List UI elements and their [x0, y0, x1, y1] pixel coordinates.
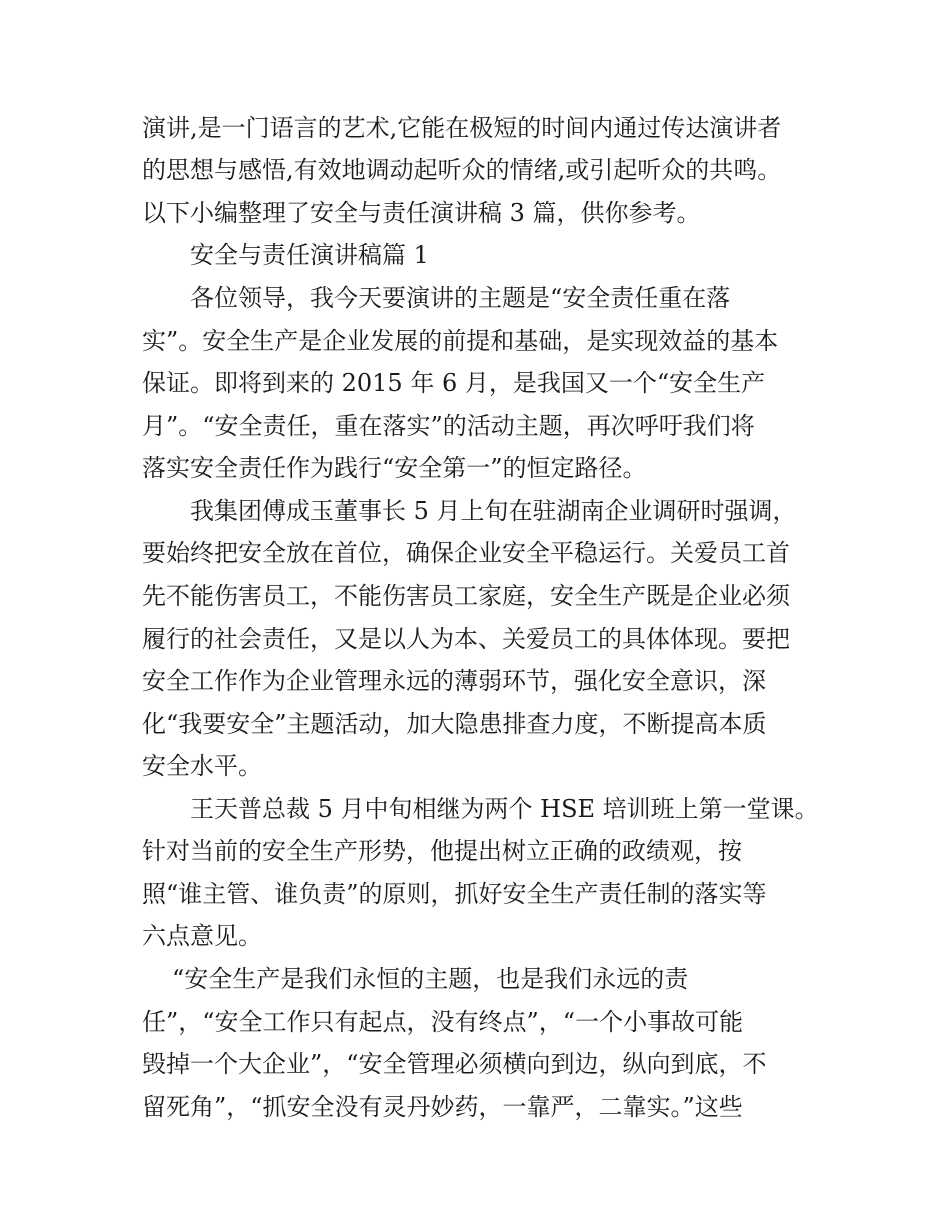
section-heading: 安全与责任演讲稿篇 1: [190, 241, 429, 269]
body-line-15: 化“我要安全”主题活动，加大隐患排查力度，不断提高本质: [142, 710, 767, 738]
body-line-23: 毁掉一个大企业”，“安全管理必须横向到边，纵向到底，不: [142, 1050, 767, 1078]
body-line-13: 履行的社会责任，又是以人为本、关爱员工的具体体现。要把: [142, 625, 790, 653]
body-line-24: 留死角”，“抓安全没有灵丹妙药，一靠严，二靠实。”这些: [142, 1093, 743, 1121]
body-line-18: 针对当前的安全生产形势，他提出树立正确的政绩观，按: [142, 837, 742, 865]
body-line-22: 任”，“安全工作只有起点，没有终点”，“一个小事故可能: [142, 1008, 744, 1036]
body-line-10: 我集团傅成玉董事长 5 月上旬在驻湖南企业调研时强调，: [190, 497, 797, 525]
body-line-6: 实”。安全生产是企业发展的前提和基础，是实现效益的基本: [142, 327, 779, 355]
body-line-8: 月”。“安全责任，重在落实”的活动主题，再次呼吁我们将: [142, 412, 755, 440]
body-line-14: 安全工作作为企业管理永远的薄弱环节，强化安全意识，深: [142, 667, 766, 695]
body-line-7: 保证。即将到来的 2015 年 6 月，是我国又一个“安全生产: [142, 369, 766, 397]
body-line-21: “安全生产是我们永恒的主题，也是我们永远的责: [172, 965, 689, 993]
body-line-20: 六点意见。: [142, 922, 262, 950]
body-line-3: 以下小编整理了安全与责任演讲稿 3 篇，供你参考。: [142, 199, 701, 227]
body-line-17: 王天普总裁 5 月中旬相继为两个 HSE 培训班上第一堂课。: [190, 795, 819, 823]
body-line-19: 照“谁主管、谁负责”的原则，抓好安全生产责任制的落实等: [142, 880, 767, 908]
body-line-5: 各位领导，我今天要演讲的主题是“安全责任重在落: [190, 284, 731, 312]
body-line-1: 演讲,是一门语言的艺术,它能在极短的时间内通过传达演讲者: [142, 114, 782, 142]
body-line-12: 先不能伤害员工，不能伤害员工家庭，安全生产既是企业必须: [142, 582, 790, 610]
body-line-16: 安全水平。: [142, 752, 262, 780]
body-line-2: 的思想与感悟,有效地调动起听众的情绪,或引起听众的共鸣。: [142, 156, 782, 184]
body-line-11: 要始终把安全放在首位，确保企业安全平稳运行。关爱员工首: [142, 539, 790, 567]
body-line-9: 落实安全责任作为践行“安全第一”的恒定路径。: [142, 454, 647, 482]
